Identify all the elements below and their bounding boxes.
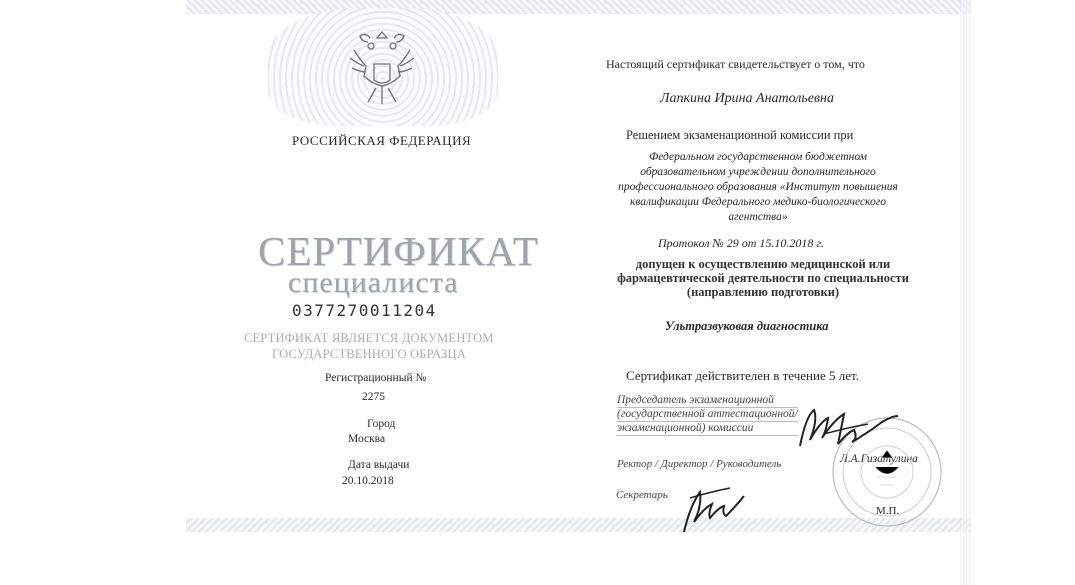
chairman-title-line: Председатель экзаменационной: [617, 394, 798, 408]
rector-label: Ректор / Директор / Руководитель: [617, 458, 782, 470]
secretary-label: Секретарь: [616, 489, 668, 501]
certificate-heading: СЕРТИФИКАТ: [258, 228, 539, 274]
coat-of-arms-icon: [340, 24, 424, 112]
institution-line: квалификации Федерального медико-биологического: [630, 196, 886, 208]
city-value: Москва: [348, 433, 386, 445]
certificate-subheading: специалиста: [288, 266, 459, 299]
admission-line: фармацевтической деятельности по специальности: [617, 271, 909, 285]
admission-line: (направлению подготовки): [686, 285, 840, 299]
chairman-title-line: экзаменационной) комиссии: [617, 422, 798, 436]
protocol-reference: Протокол № 29 от 15.10.2018 г.: [658, 236, 824, 250]
admission-statement: [588, 257, 938, 299]
city-label: Город: [367, 418, 396, 430]
issue-date-label: Дата выдачи: [348, 459, 410, 471]
certificate-intro: Настоящий сертификат свидетельствует о том, что: [606, 57, 865, 71]
institution-name: [588, 150, 928, 225]
secretary-signature: [676, 474, 756, 534]
institution-line: образовательном учреждении дополнительного: [640, 166, 876, 178]
institution-line: профессионального образования «Институт повышения: [618, 181, 898, 193]
issue-date-value: 20.10.2018: [342, 475, 394, 487]
chairman-title: [617, 394, 798, 436]
institution-line: агентства»: [728, 211, 788, 223]
validity-statement: Сертификат действителен в течение 5 лет.: [626, 368, 859, 383]
country-title: РОССИЙСКАЯ ФЕДЕРАЦИЯ: [292, 133, 472, 148]
admission-line: допущен к осуществлению медицинской или: [635, 257, 891, 271]
guilloche-border-right: [960, 0, 972, 585]
seal-place-label: М.П.: [876, 505, 900, 517]
chairman-signature: [790, 398, 920, 458]
chairman-name: Л.А.Гизатулина: [840, 453, 918, 465]
document-note-line-2: ГОСУДАРСТВЕННОГО ОБРАЗЦА: [272, 347, 466, 361]
registration-label: Регистрационный №: [325, 372, 427, 384]
specialty: Ультразвуковая диагностика: [665, 319, 829, 333]
commission-decision: Решением экзаменационной комиссии при: [626, 128, 854, 142]
chairman-title-line: (государственной аттестационной/: [617, 408, 798, 420]
institution-line: Федеральном государственном бюджетном: [648, 151, 868, 163]
certificate-number: 0377270011204: [292, 301, 437, 320]
document-note-line-1: СЕРТИФИКАТ ЯВЛЯЕТСЯ ДОКУМЕНТОМ: [244, 331, 494, 345]
holder-name: Лапкина Ирина Анатольевна: [660, 91, 835, 106]
guilloche-border-top: [186, 0, 971, 14]
registration-value: 2275: [362, 391, 385, 403]
